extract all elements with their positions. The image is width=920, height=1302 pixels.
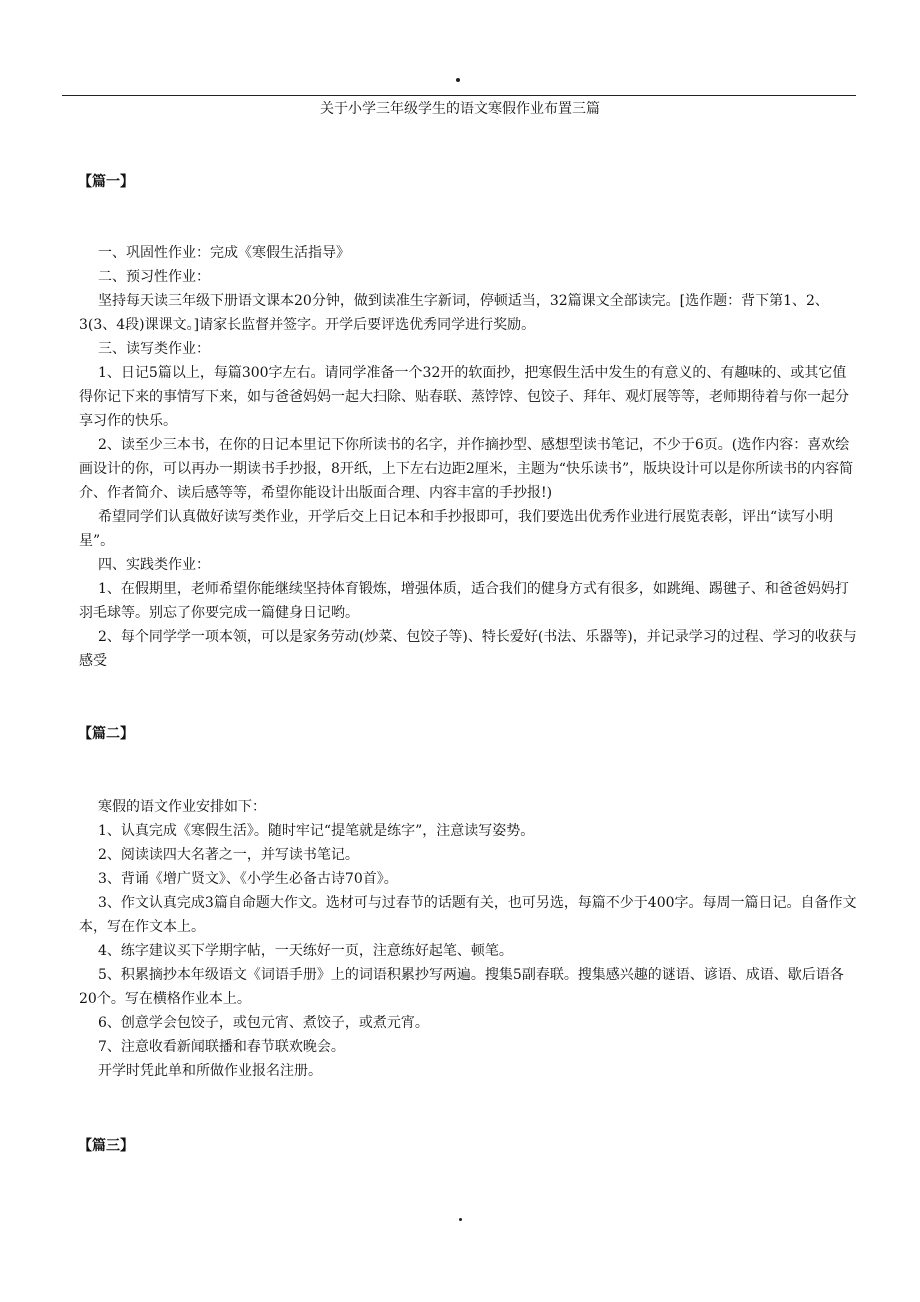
section-2-body (79, 795, 857, 1083)
section-1-paragraph: 1、日记5篇以上，每篇300字左右。请同学准备一个32开的软面抄，把寒假生活中发生的有意义的、有趣味的、或其它值得你记下来的事情写下来，如与爸爸妈妈一起大扫除、贴春联、蒸饽饽、包饺子、拜年、观灯展等等，老师期待着与你一起分享习作的快乐。 (79, 365, 849, 429)
section-2-paragraph: 2、阅读读四大名著之一，并写读书笔记。 (98, 847, 359, 863)
section-2-paragraph: 3、作文认真完成3篇自命题大作文。选材可与过春节的话题有关，也可另选，每篇不少于400字。每周一篇日记。自备作文本，写在作文本上。 (79, 895, 857, 935)
section-1-paragraph: 一、巩固性作业：完成《寒假生活指导》 (98, 245, 350, 261)
section-1-body (79, 241, 857, 673)
footer-dot (459, 1218, 462, 1221)
section-1-heading: 【篇一】 (78, 174, 134, 190)
section-2-paragraph: 3、背诵《增广贤文》、《小学生必备古诗70首》。 (98, 871, 398, 887)
section-2-paragraph: 寒假的语文作业安排如下： (98, 799, 266, 815)
section-2-paragraph: 4、练字建议买下学期字帖，一天练好一页，注意练好起笔、顿笔。 (98, 943, 513, 959)
header-rule (62, 95, 856, 96)
section-1-paragraph: 三、读写类作业： (98, 341, 210, 357)
section-1-paragraph: 希望同学们认真做好读写类作业，开学后交上日记本和手抄报即可，我们要选出优秀作业进行展览表彰，评出“读写小明星”。 (79, 509, 834, 549)
section-1-paragraph: 2、读至少三本书，在你的日记本里记下你所读书的名字，并作摘抄型、感想型读书笔记，不少于6页。(选作内容：喜欢绘画设计的你，可以再办一期读书手抄报，8开纸，上下左右边距2厘米，主题为“快乐读书”，版块设计可以是你所读书的内容简介、作者简介、读后感等等，希望你能设计出版面合理、内容丰富的手抄报!) (79, 437, 854, 501)
header-dot (456, 78, 460, 82)
section-2-paragraph: 7、注意收看新闻联播和春节联欢晚会。 (98, 1039, 345, 1055)
section-2-heading: 【篇二】 (78, 726, 134, 742)
section-3-heading: 【篇三】 (78, 1138, 134, 1154)
section-1-paragraph: 1、在假期里，老师希望你能继续坚持体育锻炼，增强体质，适合我们的健身方式有很多，如跳绳、踢毽子、和爸爸妈妈打羽毛球等。别忘了你要完成一篇健身日记哟。 (79, 581, 849, 621)
section-2-paragraph: 5、积累摘抄本年级语文《词语手册》上的词语积累抄写两遍。搜集5副春联。搜集感兴趣的谜语、谚语、成语、歇后语各20个。写在横格作业本上。 (79, 967, 844, 1007)
section-2-paragraph: 1、认真完成《寒假生活》。随时牢记“提笔就是练字”，注意读写姿势。 (98, 823, 535, 839)
section-1-paragraph: 二、预习性作业： (98, 269, 210, 285)
section-1-paragraph: 四、实践类作业： (98, 557, 210, 573)
document-title: 关于小学三年级学生的语文寒假作业布置三篇 (320, 101, 600, 117)
section-2-paragraph: 6、创意学会包饺子，或包元宵、煮饺子，或煮元宵。 (98, 1015, 429, 1031)
section-1-paragraph: 坚持每天读三年级下册语文课本20分钟，做到读准生字新词，停顿适当，32篇课文全部读完。[选作题：背下第1、2、3(3、4段)课课文。]请家长监督并签字。开学后要评选优秀同学进行奖励。 (79, 293, 829, 333)
section-2-paragraph: 开学时凭此单和所做作业报名注册。 (98, 1063, 322, 1079)
section-1-paragraph: 2、每个同学学一项本领，可以是家务劳动(炒菜、包饺子等)、特长爱好(书法、乐器等)，并记录学习的过程、学习的收获与感受 (79, 629, 857, 669)
